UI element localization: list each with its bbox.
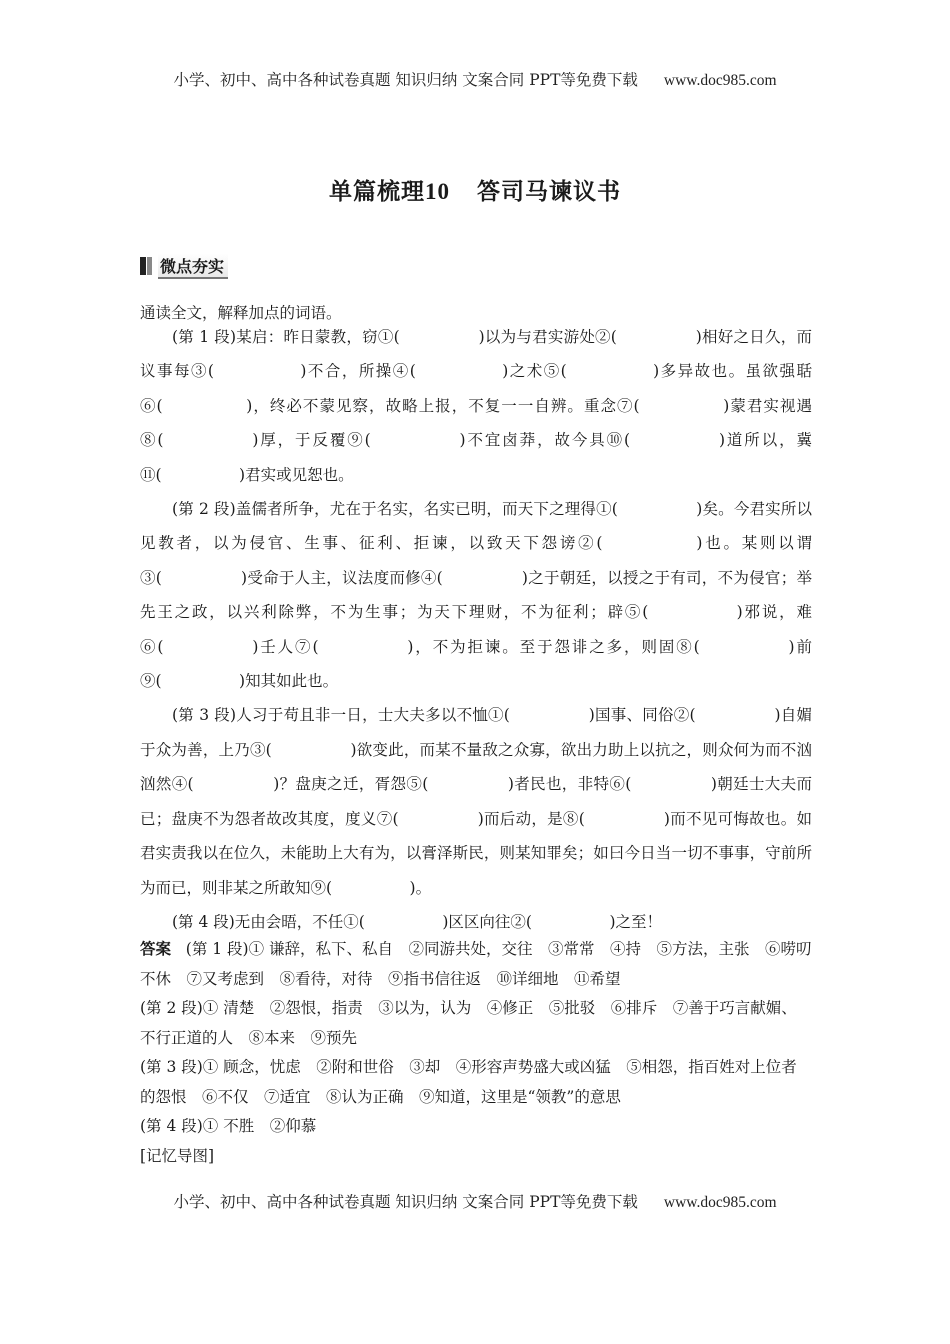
title-number: 10	[424, 179, 450, 204]
page-title	[0, 173, 950, 206]
paragraph-2: (第 2 段)盖儒者所争，尤在于名实，名实已明，而天下之理得①( )矣。今君实所以见教者，以为侵官、生事、征利、拒谏，以致天下怨谤②( )也。某则以谓③( )受命于人主，议法度而修④( )之于朝廷，以授之于有司，不为侵官；举先王之政，以兴利除弊，不为生事；为天下理财，不为征利；辟⑤( )邪说，难⑥( )壬人⑦( )，不为拒谏。至于怨诽之多，则固⑧( )前⑨( )知其如此也。	[140, 500, 812, 691]
answer-line: (第 4 段)① 不胜 ②仰慕	[140, 1117, 317, 1135]
answer-text: (第 1 段)① 谦辞，私下、私自 ②同游共处，交往 ③常常 ④持 ⑤方法，主张 ⑥唠叨不休 ⑦又考虑到 ⑧看待，对待 ⑨指书信往返 ⑩详细地 ⑪希望	[140, 940, 812, 988]
title-name: 答司马谏议书	[477, 179, 622, 205]
page-header	[0, 68, 950, 90]
footer-site: www.doc985.com	[663, 1194, 777, 1211]
paragraph-3: (第 3 段)人习于苟且非一日，士大夫多以不恤①( )国事、同俗②( )自媚于众为善，上乃③( )欲变此，而某不量敌之众寡，欲出力助上以抗之，则众何为而不汹汹然④( )？盘庚之迁，胥怨⑤( )者民也，非特⑥( )朝廷士大夫而已；盘庚不为怨者故改其度，度义⑦( )而后动，是⑧( )而不见可悔故也。如君实责我以在位久，未能助上大有为，以膏泽斯民，则某知罪矣；如曰今日当一切不事事，守前所为而已，则非某之所敢知⑨( )。	[140, 706, 812, 897]
page-footer	[0, 1190, 950, 1212]
answer-line: (第 3 段)① 顾念，忧虑 ②附和世俗 ③却 ④形容声势盛大或凶猛 ⑤相怨，指百姓对上位者的怨恨 ⑥不仅 ⑦适宜 ⑧认为正确 ⑨知道，这里是“领教”的意思	[140, 1058, 797, 1106]
paragraph-1: (第 1 段)某启：昨日蒙教，窃①( )以为与君实游处②( )相好之日久，而议事每③( )不合，所操④( )之术⑤( )多异故也。虽欲强聒⑥( )，终必不蒙见察，故略上报，不复一一自辨。重念⑦( )蒙君实视遇⑧( )厚，于反覆⑨( )不宜卤莽，故今具⑩( )道所以，冀⑪( )君实或见恕也。	[140, 328, 812, 484]
answer-line	[140, 934, 812, 994]
section-heading	[140, 255, 228, 277]
header-site: www.doc985.com	[663, 72, 777, 89]
instruction: 通读全文，解释加点的词语。	[140, 304, 342, 322]
footer-text: 小学、初中、高中各种试卷真题 知识归纳 文案合同 PPT等免费下载	[173, 1193, 638, 1211]
title-prefix: 单篇梳理	[328, 179, 425, 205]
answer-line: (第 2 段)① 清楚 ②怨恨，指责 ③以为，认为 ④修正 ⑤批驳 ⑥排斥 ⑦善于巧言献媚、不行正道的人 ⑧本来 ⑨预先	[140, 999, 797, 1047]
section-label: 微点夯实	[158, 254, 228, 279]
answers-label: 答案	[140, 939, 172, 958]
mindmap-label: [记忆导图]	[140, 1146, 215, 1165]
header-text: 小学、初中、高中各种试卷真题 知识归纳 文案合同 PPT等免费下载	[173, 71, 638, 89]
text-body	[140, 320, 812, 939]
answers-block	[140, 934, 812, 1171]
section-marker-icon	[140, 257, 152, 275]
paragraph-4: (第 4 段)无由会晤，不任①( )区区向往②( )之至！	[172, 912, 663, 931]
